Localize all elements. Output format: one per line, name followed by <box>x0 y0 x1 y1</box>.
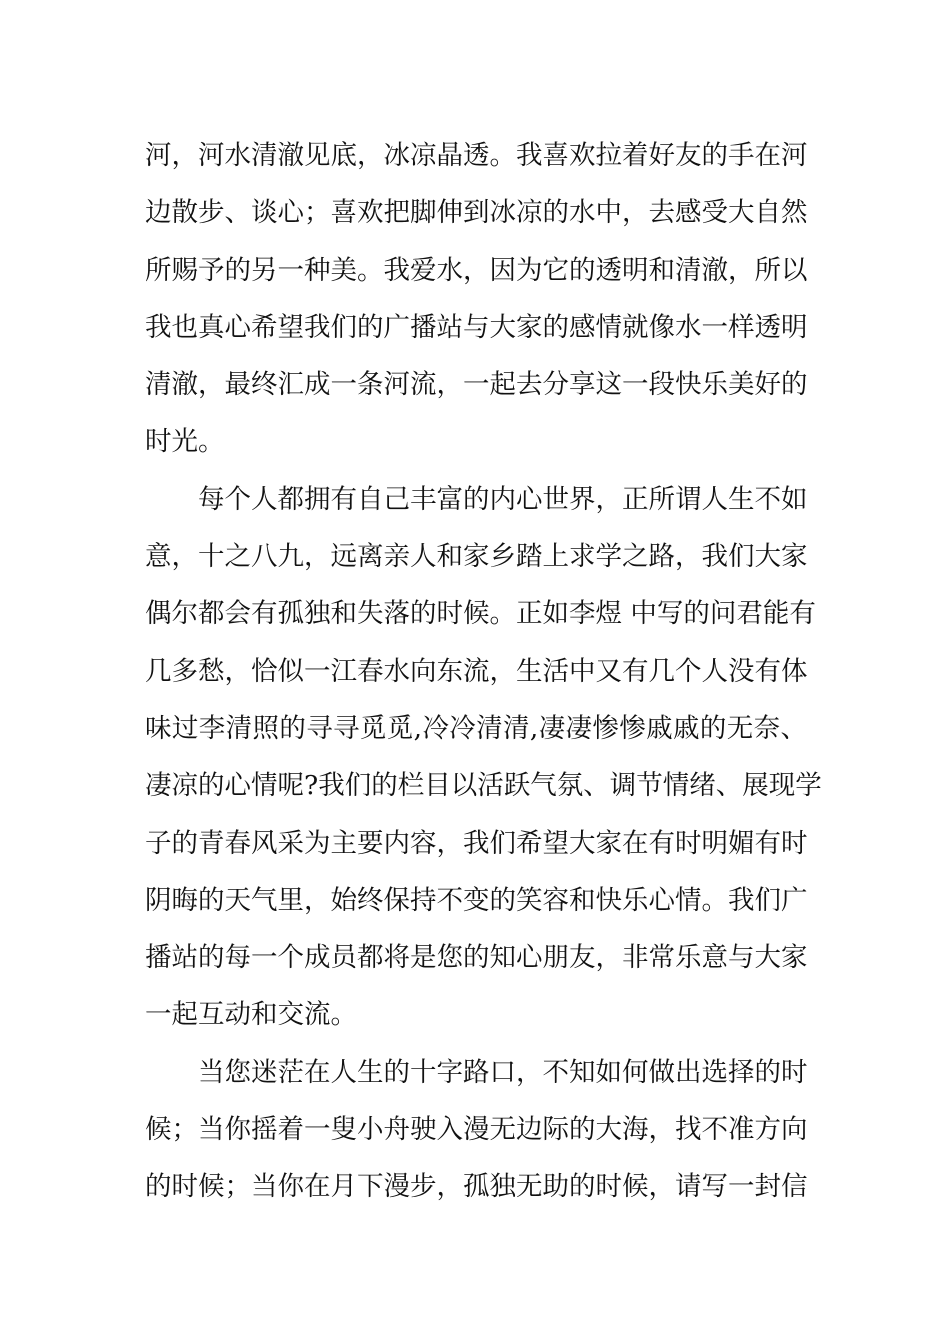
paragraph-start-line: 当您迷茫在人生的十字路口，不知如何做出选择的时 <box>198 1056 808 1088</box>
text-line: 所赐予的另一种美。我爱水，因为它的透明和清澈，所以 <box>145 254 808 286</box>
body-text <box>145 127 822 1216</box>
text-line: 河，河水清澈见底，冰凉晶透。我喜欢拉着好友的手在河 <box>145 140 808 171</box>
text-line: 的时候；当你在月下漫步，孤独无助的时候，请写一封信 <box>145 1171 808 1203</box>
text-line: 子的青春风采为主要内容，我们希望大家在有时明媚有时 <box>145 827 808 859</box>
text-line: 清澈，最终汇成一条河流，一起去分享这一段快乐美好的 <box>145 369 808 401</box>
text-line: 几多愁，恰似一江春水向东流，生活中又有几个人没有体 <box>145 655 808 687</box>
text-line: 偶尔都会有孤独和失落的时候。正如李煜 中写的问君能有 <box>145 598 816 630</box>
text-line: 阴晦的天气里，始终保持不变的笑容和快乐心情。我们广 <box>145 884 808 916</box>
text-line: 一起互动和交流。 <box>145 999 357 1031</box>
text-line: 味过李清照的寻寻觅觅,冷冷清清,凄凄惨惨戚戚的无奈、 <box>145 712 807 744</box>
paragraph-start-line: 每个人都拥有自己丰富的内心世界，正所谓人生不如 <box>198 483 808 515</box>
text-line: 凄凉的心情呢?我们的栏目以活跃气氛、调节情绪、展现学 <box>145 770 822 802</box>
text-line: 我也真心希望我们的广播站与大家的感情就像水一样透明 <box>145 311 808 343</box>
text-line: 边散步、谈心；喜欢把脚伸到冰凉的水中，去感受大自然 <box>145 197 808 229</box>
text-line: 时光。 <box>145 426 225 458</box>
text-line: 候；当你摇着一叟小舟驶入漫无边际的大海，找不准方向 <box>145 1114 808 1146</box>
text-line: 意，十之八九，远离亲人和家乡踏上求学之路，我们大家 <box>145 541 808 573</box>
text-line: 播站的每一个成员都将是您的知心朋友，非常乐意与大家 <box>145 942 808 974</box>
